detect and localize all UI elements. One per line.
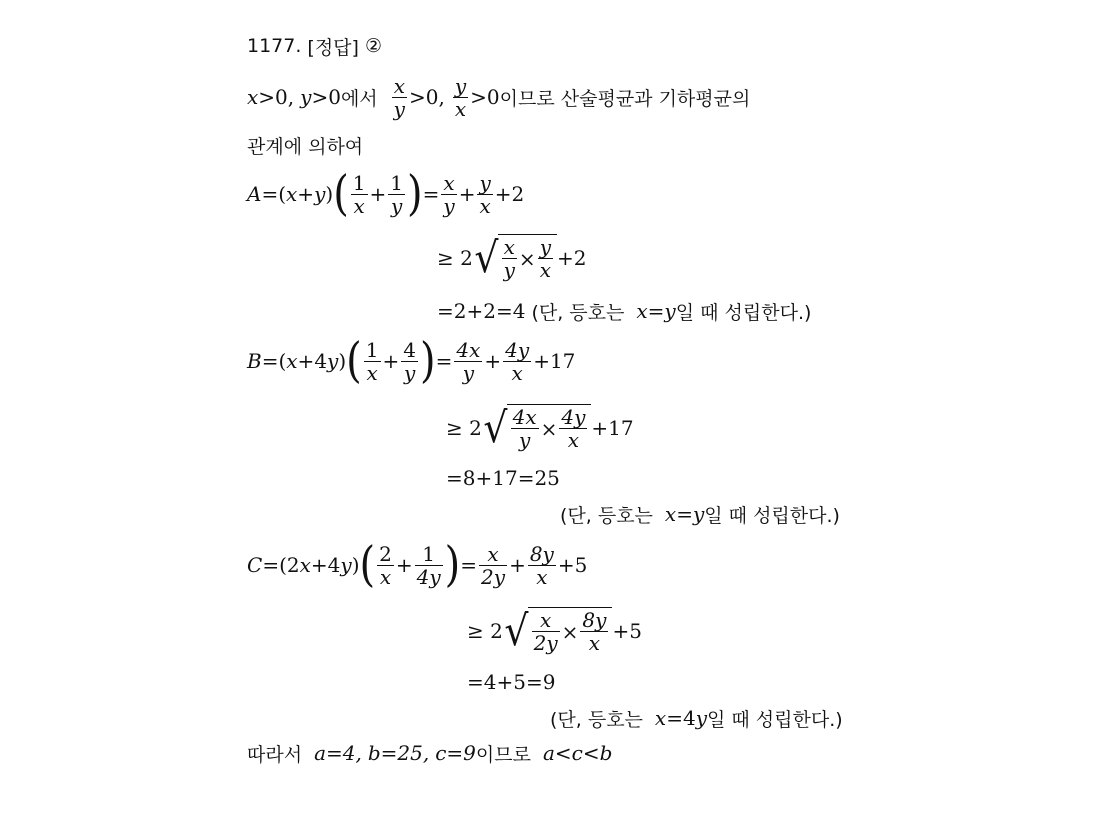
fraction-x-over-2y: $\frac{x}{2y}$ [481,541,506,589]
result-c: =4+5=9 [467,670,556,694]
block-a-line-2: ≥ 2 √ $\frac{x}{y}$ × $\frac{y}{x}$ +2 [437,233,587,282]
problem-number: 1177. [247,35,302,57]
block-a-line-3: =2+2=4 (단, 등호는 x = y 일 때 성립한다.) [437,299,812,324]
fraction-4-over-y: $\frac{4}{y}$ [403,337,417,385]
block-c-line-1: C =( 2 x + 4 y ) ( $\frac{2}{x}$ + $\frac{1}{4y}$ ) = $\frac{x}{2y}$ + $\frac{8y}{x}$ +5 [247,537,588,593]
sqrt-expression: √ $\frac{4x}{y}$ × $\frac{4y}{x}$ [482,404,592,452]
block-a-line-1: A =( x + y ) ( $\frac{1}{x}$ + $\frac{1}{y}$ ) = $\frac{x}{y}$ + $\frac{y}{x}$ +2 [247,166,525,222]
fraction-x-over-y: $\frac{x}{y}$ [443,170,455,218]
fraction-1-over-y: $\frac{1}{y}$ [390,170,404,218]
block-b-line-2: ≥ 2 √ $\frac{4x}{y}$ × $\frac{4y}{x}$ +17 [446,403,634,452]
fraction-8y-over-x: $\frac{8y}{x}$ [529,541,554,589]
problem-header [247,32,382,60]
fraction-y-over-x: $\frac{y}{x}$ [454,73,467,121]
fraction-x-over-y: $\frac{x}{y}$ [393,73,405,121]
order-expression: a<c<b [542,741,613,765]
conclusion-prefix: 따라서 [247,743,303,766]
gt-sign: > [311,85,329,109]
zero: 0 [328,85,341,109]
gt-sign: > [470,85,487,109]
intro-line-2: 관계에 의하여 [247,136,364,158]
note-a: (단, 등호는 [531,301,625,324]
b-value: b=25, [367,741,430,765]
fraction-4y-over-x: $\frac{4y}{x}$ [505,337,530,385]
intro-line-1 [247,72,750,122]
fraction-y-over-x: $\frac{y}{x}$ [479,170,491,218]
sqrt-expression: √ $\frac{x}{2y}$ × $\frac{8y}{x}$ [503,607,613,655]
fraction-4x-over-y: $\frac{4x}{y}$ [456,337,481,385]
answer-value: ② [364,35,382,57]
result-a: =2+2=4 [437,299,526,323]
text-eseo: 에서 [340,87,378,110]
ineq-prefix: ≥ 2 [437,246,473,270]
block-b-line-1: B =( x + 4 y ) ( $\frac{1}{x}$ + $\frac{4}{y}$ ) = $\frac{4x}{y}$ + $\frac{4y}{x}$ +17 [247,333,576,389]
answer-label: [정답] [307,36,359,59]
sqrt-expression: √ $\frac{x}{y}$ × $\frac{y}{x}$ [473,234,557,282]
lhs-a: A [247,182,262,206]
var-y: y [300,85,312,109]
a-value: a=4, [314,741,362,765]
conclusion-middle: 이므로 [475,743,531,766]
var-x: x [247,85,259,109]
lhs-c: C [247,553,263,577]
gt-sign: > [408,85,426,109]
c-value: c=9 [435,741,476,765]
zero-comma: 0, [275,85,295,109]
note-c: (단, 등호는 x = 4 y 일 때 성립한다.) [550,706,843,731]
zero: 0 [486,85,500,109]
conclusion [247,738,612,768]
result-b: =8+17=25 [446,466,560,490]
note-b: (단, 등호는 x = y 일 때 성립한다.) [560,502,840,527]
gt-sign: > [258,85,276,109]
lhs-b: B [247,349,262,373]
fraction-1-over-x: $\frac{1}{x}$ [352,170,366,218]
intro-text-end: 이므로 산술평균과 기하평균의 [499,87,751,110]
fraction-2-over-x: $\frac{2}{x}$ [379,541,392,589]
fraction-1-over-x: $\frac{1}{x}$ [365,337,379,385]
zero-comma: 0, [425,85,445,109]
fraction-1-over-4y: $\frac{1}{4y}$ [416,541,441,589]
block-c-line-2: ≥ 2 √ $\frac{x}{2y}$ × $\frac{8y}{x}$ +5 [467,606,642,655]
